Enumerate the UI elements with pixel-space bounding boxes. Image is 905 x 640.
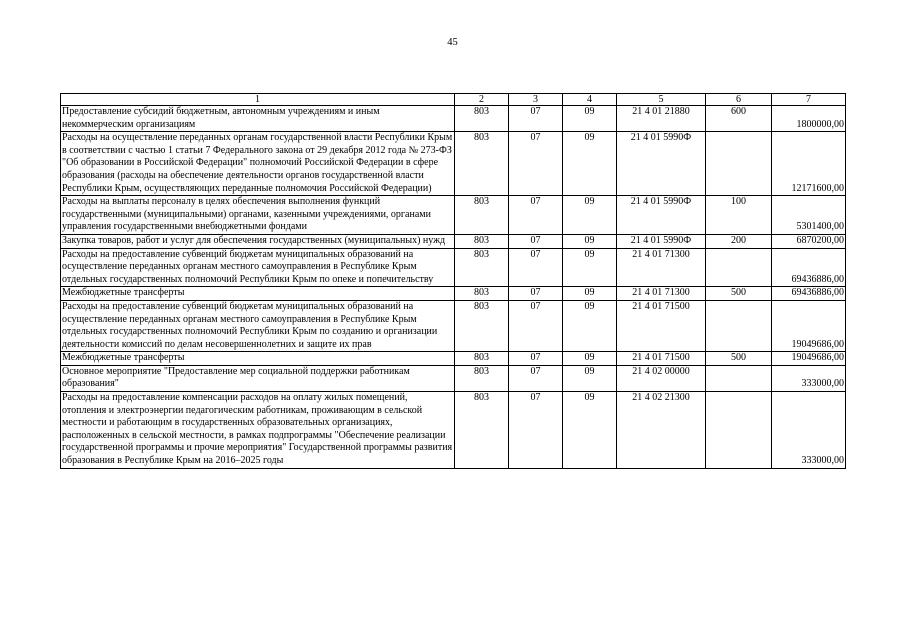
table-row	[61, 300, 846, 351]
row-sum: 333000,00	[772, 392, 846, 469]
table-row	[61, 248, 846, 287]
row-code-2: 803	[455, 234, 509, 248]
budget-table	[60, 93, 846, 469]
row-code-5: 21 4 01 5990Ф	[617, 132, 706, 196]
row-code-5: 21 4 01 5990Ф	[617, 196, 706, 235]
table-row	[61, 234, 846, 248]
row-code-5: 21 4 01 71500	[617, 300, 706, 351]
row-code-4: 09	[563, 300, 617, 351]
table-row	[61, 196, 846, 235]
row-code-6	[706, 392, 772, 469]
row-code-2: 803	[455, 196, 509, 235]
row-code-2: 803	[455, 352, 509, 366]
row-code-3: 07	[509, 248, 563, 287]
row-code-3: 07	[509, 234, 563, 248]
row-code-6: 100	[706, 196, 772, 235]
row-code-3: 07	[509, 392, 563, 469]
row-code-5: 21 4 01 5990Ф	[617, 234, 706, 248]
row-code-3: 07	[509, 132, 563, 196]
row-code-2: 803	[455, 248, 509, 287]
table-row	[61, 365, 846, 391]
row-code-6: 200	[706, 234, 772, 248]
column-header: 7	[772, 94, 846, 106]
row-code-5: 21 4 02 00000	[617, 365, 706, 391]
row-sum: 69436886,00	[772, 248, 846, 287]
row-code-3: 07	[509, 106, 563, 132]
column-header: 2	[455, 94, 509, 106]
table-row	[61, 392, 846, 469]
row-code-3: 07	[509, 365, 563, 391]
row-code-2: 803	[455, 132, 509, 196]
row-code-6	[706, 248, 772, 287]
row-name: Основное мероприятие "Предоставление мер социальной поддержки работникам образования"	[61, 365, 455, 391]
row-code-4: 09	[563, 352, 617, 366]
row-name: Закупка товаров, работ и услуг для обеспечения государственных (муниципальных) нужд	[61, 234, 455, 248]
column-header: 4	[563, 94, 617, 106]
row-name: Межбюджетные трансферты	[61, 287, 455, 301]
row-code-4: 09	[563, 365, 617, 391]
row-sum: 6870200,00	[772, 234, 846, 248]
table-row	[61, 132, 846, 196]
row-code-3: 07	[509, 352, 563, 366]
row-code-6	[706, 132, 772, 196]
row-code-6	[706, 300, 772, 351]
table-header-row	[61, 94, 846, 106]
row-sum: 333000,00	[772, 365, 846, 391]
row-code-4: 09	[563, 287, 617, 301]
row-sum: 5301400,00	[772, 196, 846, 235]
row-sum: 19049686,00	[772, 352, 846, 366]
row-name: Межбюджетные трансферты	[61, 352, 455, 366]
row-code-3: 07	[509, 300, 563, 351]
table-row	[61, 352, 846, 366]
column-header: 3	[509, 94, 563, 106]
row-code-2: 803	[455, 365, 509, 391]
row-code-2: 803	[455, 392, 509, 469]
column-header: 5	[617, 94, 706, 106]
row-sum: 69436886,00	[772, 287, 846, 301]
row-code-3: 07	[509, 287, 563, 301]
row-code-4: 09	[563, 132, 617, 196]
row-code-6: 500	[706, 352, 772, 366]
page-number: 45	[447, 37, 458, 48]
row-code-6	[706, 365, 772, 391]
table-row	[61, 287, 846, 301]
row-code-5: 21 4 01 71300	[617, 287, 706, 301]
table-row	[61, 106, 846, 132]
row-code-5: 21 4 01 71300	[617, 248, 706, 287]
row-name: Предоставление субсидий бюджетным, автономным учреждениям и иным некоммерческим организациям	[61, 106, 455, 132]
column-header: 1	[61, 94, 455, 106]
row-code-6: 600	[706, 106, 772, 132]
row-sum: 1800000,00	[772, 106, 846, 132]
row-code-4: 09	[563, 392, 617, 469]
row-name: Расходы на выплаты персоналу в целях обеспечения выполнения функций государственными (муниципальными) органами, казенными учреждениями, органами управления государственными внебюджетными фондами	[61, 196, 455, 235]
row-code-4: 09	[563, 248, 617, 287]
row-code-5: 21 4 02 21300	[617, 392, 706, 469]
row-sum: 12171600,00	[772, 132, 846, 196]
row-name: Расходы на осуществление переданных органам государственной власти Республики Крым в соответствии с частью 1 статьи 7 Федерального закона от 29 декабря 2012 года № 273-ФЗ "Об образовании в Российской Федерации" полномочий Российской Федерации в сфере образования (расходы на обеспечение деятельности органов государственной власти Республики Крым, осуществляющих переданные полномочия Российской Федерации)	[61, 132, 455, 196]
row-name: Расходы на предоставление субвенций бюджетам муниципальных образований на осуществление переданных органам местного самоуправления в Республике Крым отдельных государственных полномочий Республики Крым по опеке и попечительству	[61, 248, 455, 287]
row-code-6: 500	[706, 287, 772, 301]
row-code-5: 21 4 01 21880	[617, 106, 706, 132]
row-code-5: 21 4 01 71500	[617, 352, 706, 366]
row-code-2: 803	[455, 287, 509, 301]
row-code-4: 09	[563, 234, 617, 248]
row-code-2: 803	[455, 300, 509, 351]
row-sum: 19049686,00	[772, 300, 846, 351]
row-name: Расходы на предоставление компенсации расходов на оплату жилых помещений, отопления и электроэнергии педагогическим работникам, проживающим в сельской местности и работающим в государственных образовательных организациях, расположенных в сельской местности, в рамках подпрограммы "Обеспечение реализации государственной программы и прочие мероприятия" Государственной программы развития образования в Республике Крым на 2016–2025 годы	[61, 392, 455, 469]
row-code-3: 07	[509, 196, 563, 235]
row-code-4: 09	[563, 106, 617, 132]
column-header: 6	[706, 94, 772, 106]
row-name: Расходы на предоставление субвенций бюджетам муниципальных образований на осуществление переданных органам местного самоуправления в Республике Крым отдельных государственных полномочий Республики Крым по созданию и организации деятельности комиссий по делам несовершеннолетних и защите их прав	[61, 300, 455, 351]
row-code-4: 09	[563, 196, 617, 235]
row-code-2: 803	[455, 106, 509, 132]
